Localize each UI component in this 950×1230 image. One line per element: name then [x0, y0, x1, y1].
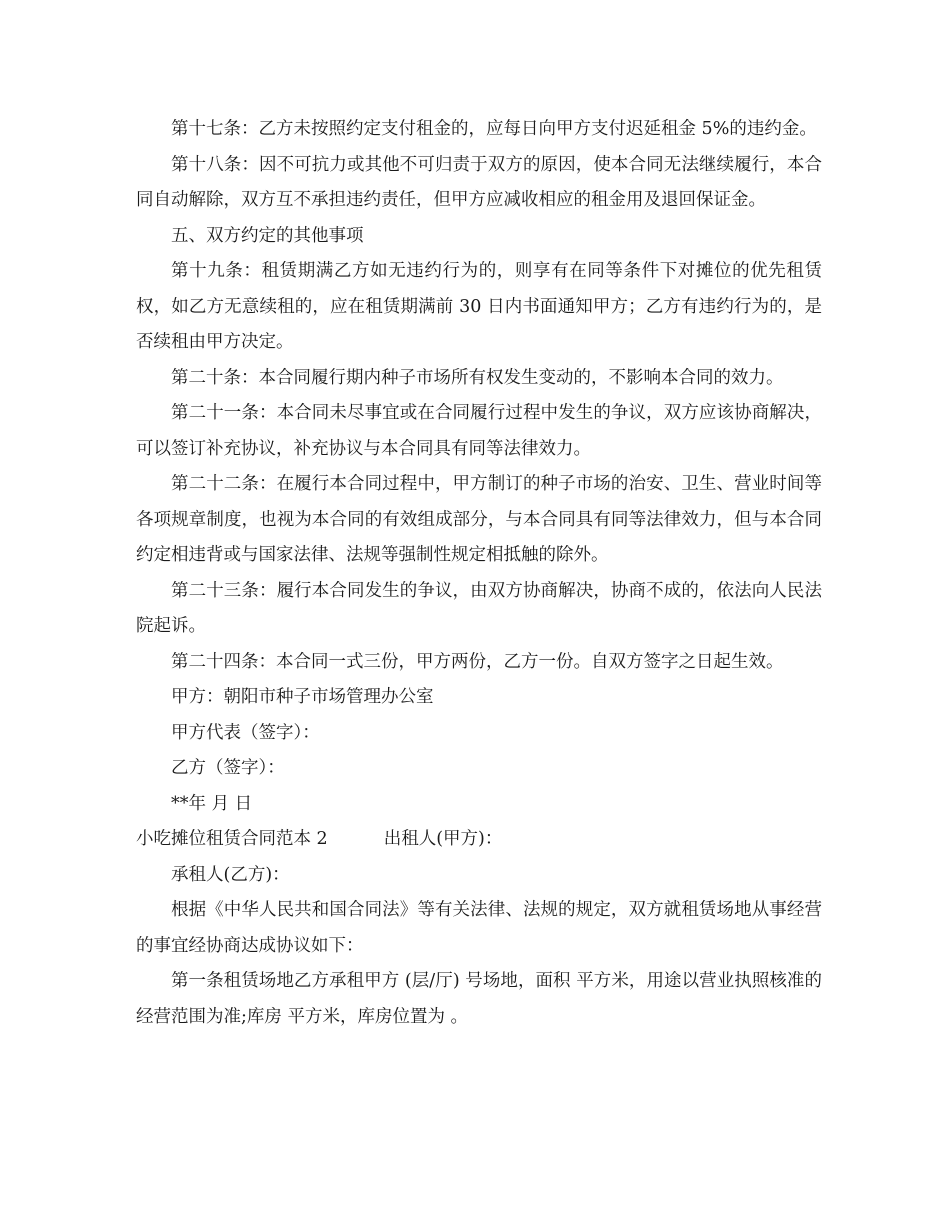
clause-19: 第十九条：租赁期满乙方如无违约行为的，则享有在同等条件下对摊位的优先租赁权，如乙方无意续租的，应在租赁期满前 30 日内书面通知甲方；乙方有违约行为的，是否续租由甲方决定。: [136, 261, 822, 352]
document-body: [136, 112, 822, 1035]
clause-23: 第二十三条：履行本合同发生的争议，由双方协商解决，协商不成的，依法向人民法院起诉。: [136, 580, 822, 636]
party-b-signature: 乙方（签字）：: [171, 758, 285, 778]
party-a-name: 甲方：朝阳市种子市场管理办公室: [171, 687, 434, 707]
clause-21: 第二十一条：本合同未尽事宜或在合同履行过程中发生的争议，双方应该协商解决，可以签订补充协议，补充协议与本合同具有同等法律效力。: [136, 403, 822, 459]
clause-20: 第二十条：本合同履行期内种子市场所有权发生变动的，不影响本合同的效力。: [171, 367, 784, 388]
signing-date: **年 月 日: [171, 793, 253, 814]
contract-2-heading-line: [136, 822, 822, 858]
clause-17: 第十七条：乙方未按照约定支付租金的，应每日向甲方支付迟延租金 5%的违约金。: [171, 119, 817, 139]
clause-22: 第二十二条：在履行本合同过程中，甲方制订的种子市场的治安、卫生、营业时间等各项规章制度，也视为本合同的有效组成部分，与本合同具有同等法律效力，但与本合同约定相违背或与国家法律、法规等强制性规定相抵触的除外。: [136, 474, 822, 565]
party-a-representative-signature: 甲方代表（签字）：: [171, 722, 320, 743]
clause-24: 第二十四条：本合同一式三份，甲方两份，乙方一份。自双方签字之日起生效。: [171, 651, 784, 672]
contract-2-article-1: 第一条租赁场地乙方承租甲方 (层/厅) 号场地，面积 平方米，用途以营业执照核准的经营范围为准;库房 平方米，库房位置为 。: [136, 971, 822, 1027]
contract-2-preamble: 根据《中华人民共和国合同法》等有关法律、法规的规定，双方就租赁场地从事经营的事宜经协商达成协议如下：: [136, 900, 822, 956]
lessor-label: 出租人(甲方)：: [383, 829, 503, 849]
lessee-label: 承租人(乙方)：: [171, 864, 290, 885]
clause-18: 第十八条：因不可抗力或其他不可归责于双方的原因，使本合同无法继续履行，本合同自动解除，双方互不承担违约责任，但甲方应减收相应的租金用及退回保证金。: [136, 154, 822, 210]
contract-2-title: 小吃摊位租赁合同范本 2: [136, 829, 328, 849]
section-heading-other-matters: 五、双方约定的其他事项: [171, 225, 364, 246]
